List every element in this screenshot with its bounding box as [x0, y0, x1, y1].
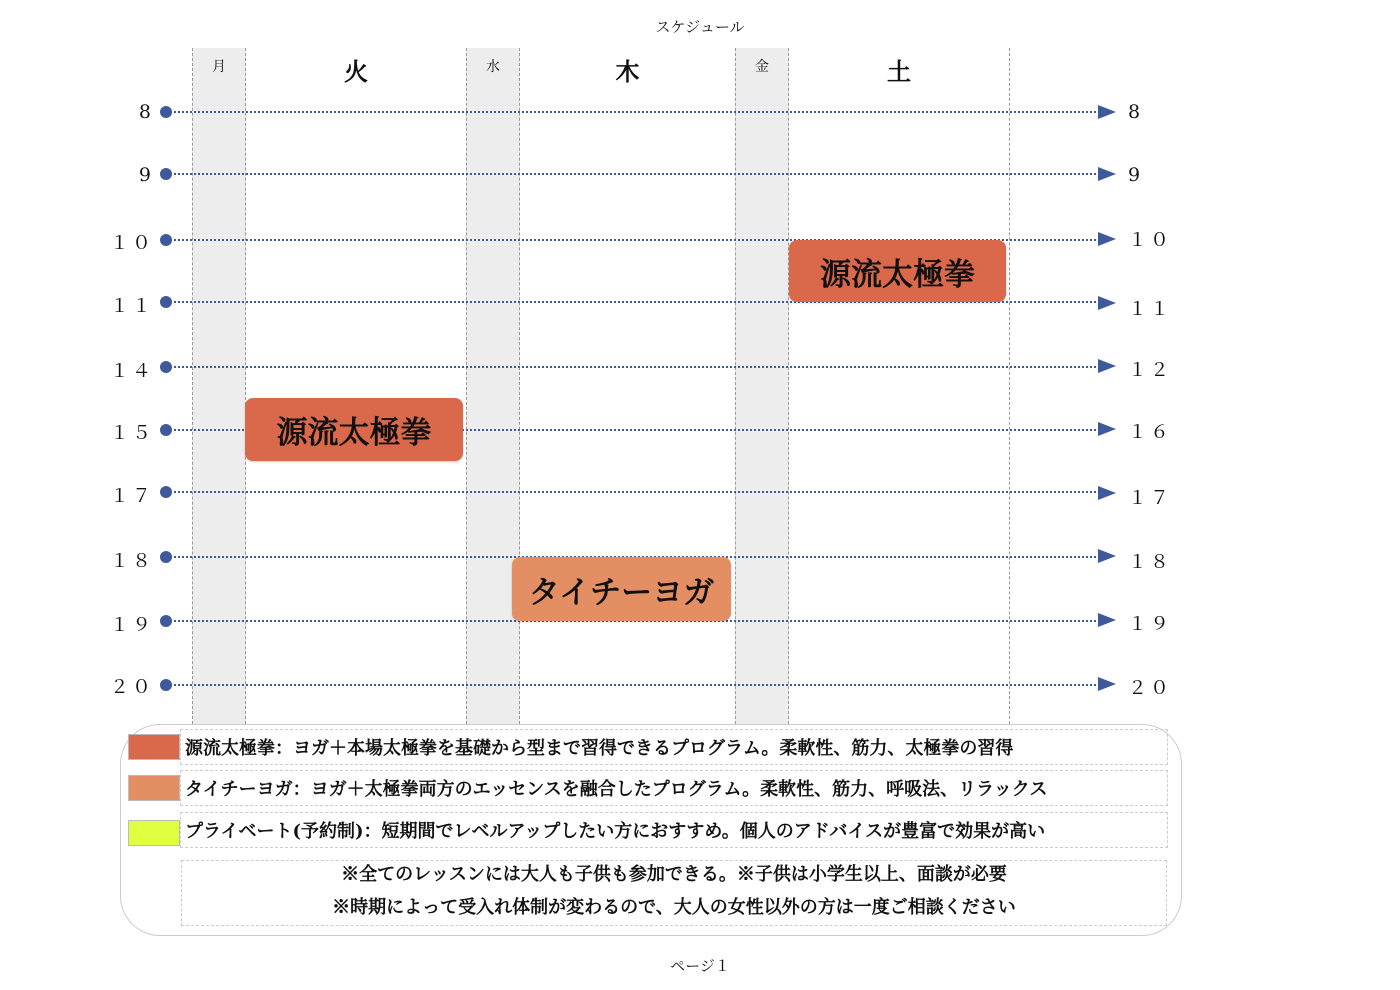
day-header-mon: 月 — [212, 59, 226, 75]
hour-label-left: １７ — [109, 485, 154, 507]
hour-label-right: １９ — [1128, 613, 1173, 635]
legend-item-private: プライベート(予約制)：短期間でレベルアップしたい方におすすめ。個人のアドバイスが豊富で効果が高い — [180, 812, 1168, 848]
hour-line — [166, 684, 1100, 686]
day-header-thu: 木 — [615, 57, 640, 86]
hour-label-left: １８ — [109, 550, 154, 572]
arrow-head-icon — [1098, 549, 1116, 563]
hour-label-left: １１ — [109, 295, 154, 317]
hour-line — [166, 491, 1100, 493]
hour-label-right: 9 — [1128, 164, 1144, 186]
event-block-taiji-tue[interactable]: 源流太極拳 — [245, 398, 463, 461]
hour-label-left: ２０ — [109, 676, 154, 698]
legend-swatch-taiji — [128, 734, 180, 760]
legend-item-taiji: 源流太極拳：ヨガ＋本場太極拳を基礎から型まで習得できるプログラム。柔軟性、筋力、太極拳の習得 — [180, 729, 1168, 765]
hour-line — [166, 111, 1100, 113]
hour-label-right: １２ — [1128, 359, 1173, 381]
hour-line — [166, 173, 1100, 175]
event-block-taichi-yoga-thu[interactable]: タイチーヨガ — [512, 557, 731, 621]
column-wed-bg — [466, 48, 520, 724]
hour-label-right: １７ — [1128, 487, 1173, 509]
arrow-head-icon — [1098, 677, 1116, 691]
hour-label-left: １９ — [109, 614, 154, 636]
page-footer: ページ１ — [670, 957, 730, 975]
hour-line — [166, 366, 1100, 368]
column-end-line — [1009, 48, 1010, 724]
column-mon-bg — [192, 48, 246, 724]
hour-label-right: ２０ — [1128, 677, 1173, 699]
column-fri-bg — [735, 48, 789, 724]
legend-swatch-taichi-yoga — [128, 775, 180, 801]
day-header-fri: 金 — [755, 59, 769, 75]
note-line: ※全てのレッスンには大人も子供も参加できる。※子供は小学生以上、面談が必要 — [341, 864, 1007, 885]
hour-label-left: １０ — [109, 232, 154, 254]
arrow-head-icon — [1098, 422, 1116, 436]
legend-item-taichi-yoga: タイチーヨガ：ヨガ＋太極拳両方のエッセンスを融合したプログラム。柔軟性、筋力、呼吸法、リラックス — [180, 770, 1168, 806]
hour-label-right: １１ — [1128, 298, 1173, 320]
hour-label-right: １０ — [1128, 229, 1173, 251]
arrow-head-icon — [1098, 232, 1116, 246]
day-header-wed: 水 — [486, 59, 500, 75]
note-line: ※時期によって受入れ体制が変わるので、大人の女性以外の方は一度ご相談ください — [332, 897, 1016, 918]
hour-label-right: 8 — [1128, 101, 1144, 123]
hour-label-left: １５ — [109, 422, 154, 444]
arrow-head-icon — [1098, 105, 1116, 119]
hour-label-left: 9 — [138, 164, 154, 186]
hour-label-left: 8 — [138, 101, 154, 123]
arrow-head-icon — [1098, 359, 1116, 373]
arrow-head-icon — [1098, 613, 1116, 627]
day-header-tue: 火 — [344, 57, 368, 86]
event-block-taiji-sat[interactable]: 源流太極拳 — [789, 240, 1006, 302]
day-header-sat: 土 — [887, 57, 911, 86]
hour-label-right: １６ — [1128, 421, 1173, 443]
page-title: スケジュール — [655, 18, 745, 36]
hour-label-right: １８ — [1128, 551, 1173, 573]
hour-label-left: １４ — [109, 360, 154, 382]
notes-box — [181, 860, 1167, 926]
arrow-head-icon — [1098, 296, 1116, 310]
arrow-head-icon — [1098, 486, 1116, 500]
legend-swatch-private — [128, 820, 180, 846]
arrow-head-icon — [1098, 167, 1116, 181]
